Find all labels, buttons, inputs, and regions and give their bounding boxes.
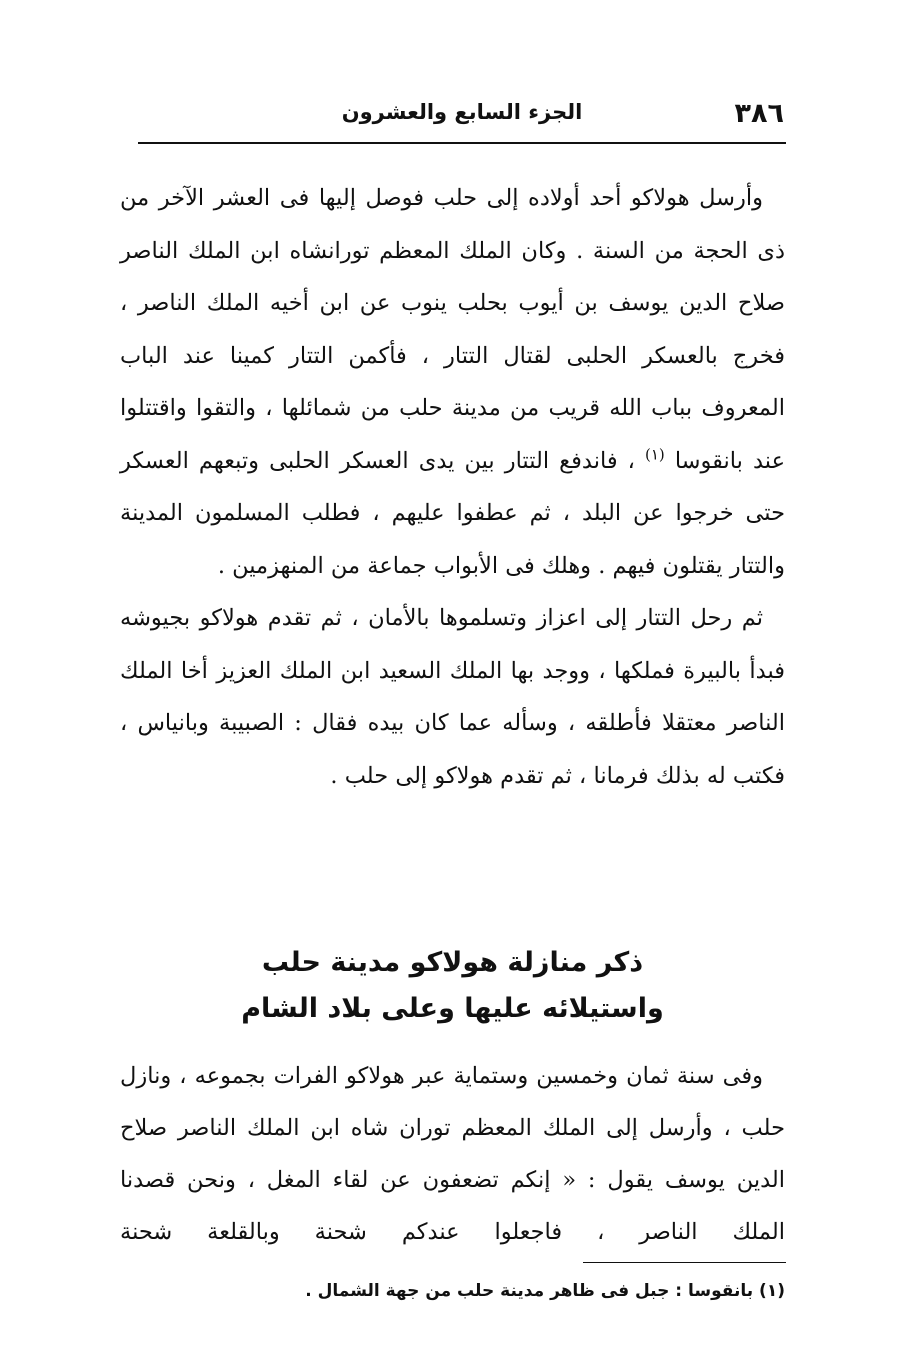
paragraph-3: [120, 1050, 785, 1258]
running-title: الجزء السابع والعشرون: [341, 100, 583, 124]
section-heading: [120, 940, 785, 1032]
section-2-text: [120, 1050, 785, 1258]
text-line: جماعة من المنهزمين .: [217, 552, 427, 579]
heading-line-1: ذكر منازلة هولاكو مدينة حلب: [261, 947, 644, 978]
text-line: العسكر الحلبى وتبعهم العسكر حتى خرجوا عن البلد ، ثم عطفوا: [120, 447, 785, 526]
text-line: الملك الناصر ، فخرج بالعسكر الحلبى لقتال التتار ، فأكمن: [120, 290, 785, 369]
paragraph-1: [120, 172, 785, 592]
footnote: (١) بانقوسا : جبل فى ظاهر مدينة حلب من جهة الشمال .: [305, 1281, 785, 1301]
main-text: [120, 172, 785, 802]
text-line: وفى سنة ثمان وخمسين وستماية عبر هولاكو الفرات بجموعه ،: [179, 1063, 764, 1089]
text-line: بجيوشه فبدأ بالبيرة فملكها ، ووجد بها الملك السعيد ابن الملك: [120, 605, 785, 684]
text-line: شمائلها ، والتقوا واقتتلوا عند بانقوسا: [120, 395, 786, 474]
footnote-reference: (١): [644, 445, 665, 463]
text-line: من ذى الحجة من السنة . وكان الملك المعظم تورانشاه ابن الملك: [120, 185, 785, 264]
footnote-rule: [583, 1262, 786, 1263]
text-line: ، فاندفع التتار بين يدى: [418, 447, 635, 474]
text-line: صلاح الدين يوسف يقول : « إنكم تضعفون عن لقاء المغل ،: [120, 1115, 786, 1193]
text-line: وأرسل هولاكو أحد أولاده إلى حلب فوصل إليها فى العشر الآخر: [158, 185, 763, 211]
text-line: ونازل حلب ، وأرسل إلى الملك المعظم توران شاه ابن الملك الناصر: [120, 1063, 785, 1141]
paragraph-2: [120, 592, 785, 802]
heading-line-2: واستيلائه عليها وعلى بلاد الشام: [241, 993, 664, 1024]
text-line: التتار كمينا عند الباب المعروف بباب الله قريب من مدينة حلب من: [120, 342, 785, 421]
text-line: ونحن قصدنا الملك الناصر ، فاجعلوا عندكم شحنة وبالقلعة شحنة: [120, 1167, 785, 1245]
text-line: عليهم ، فطلب المسلمون المدينة والتتار يقتلون فيهم . وهلك فى الأبواب: [120, 500, 785, 579]
text-line: العزيز أخا الملك الناصر معتقلا فأطلقه ، وسأله عما كان بيده فقال :: [120, 657, 785, 736]
header-rule: [138, 142, 786, 144]
page-number: ٣٨٦: [734, 98, 784, 129]
text-line: حلب .: [330, 762, 389, 789]
text-line: ثم رحل التتار إلى اعزاز وتسلموها بالأمان ، ثم تقدم هولاكو: [199, 605, 764, 631]
text-line: الصبيبة وبانياس ، فكتب له بذلك فرمانا ، ثم تقدم هولاكو إلى: [120, 710, 785, 789]
page-header: [138, 92, 786, 138]
text-line: الناصر صلاح الدين يوسف بن أيوب بحلب ينوب عن ابن أخيه: [120, 237, 785, 316]
